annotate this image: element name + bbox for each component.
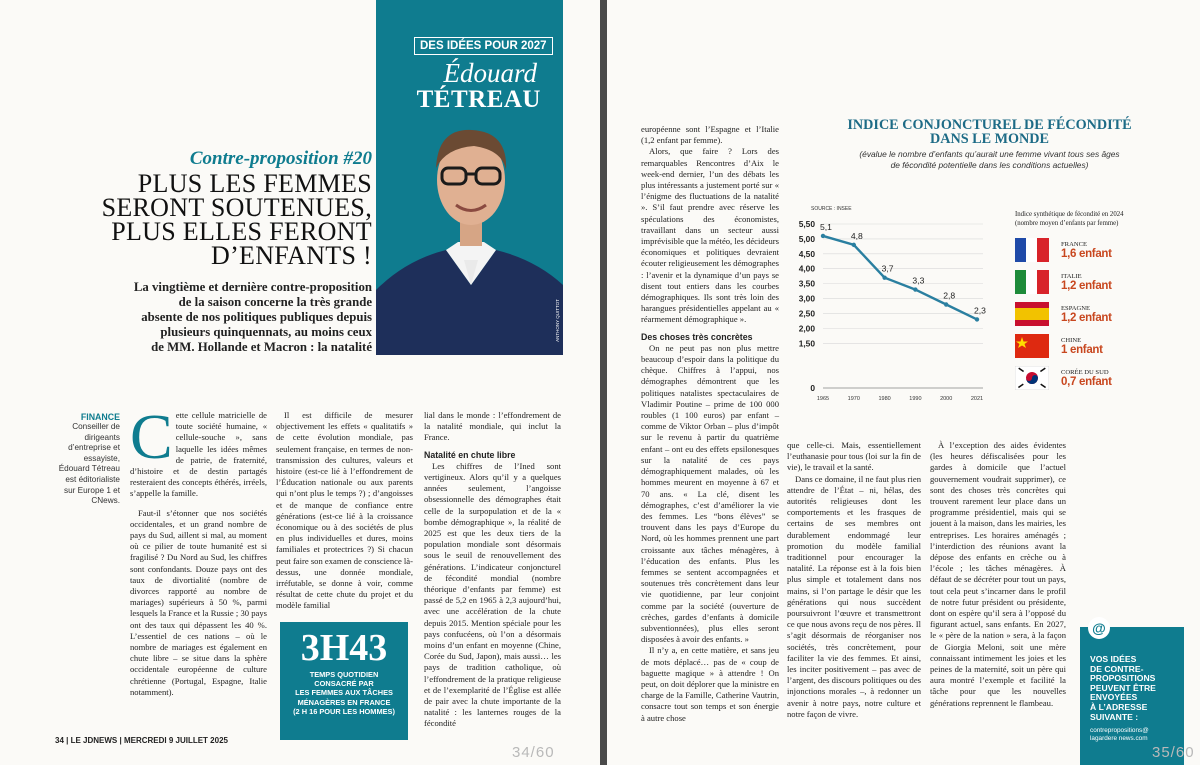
y-tick-label: 0 xyxy=(810,383,815,393)
y-tick-label: 2,50 xyxy=(798,308,815,319)
article-paragraph: Il n’y a, en cette matière, et sans jeu de mots déplacé… pas de « coup de baguette magique » à attendre ! On peut, on doit déplorer que la ministre en charge de la Famille, Catherine Vautrin, consacre tout son temps et son énergie à autre chose xyxy=(641,645,779,723)
country-row xyxy=(1015,234,1193,266)
x-tick-label: 1970 xyxy=(847,396,860,402)
author-first-name: Édouard xyxy=(443,58,537,88)
contact-line: VOS IDÉES xyxy=(1090,654,1137,664)
stat-caption-line: TEMPS QUOTIDIEN xyxy=(309,670,379,679)
spain-flag-icon xyxy=(1015,302,1049,326)
article-column-1 xyxy=(641,124,779,724)
stat-caption-line: (2 H 16 POUR LES HOMMES) xyxy=(293,706,395,716)
x-tick-label: 1990 xyxy=(909,396,922,402)
article-paragraph: européenne sont l’Espagne et l’Italie (1,2 enfant par femme). xyxy=(641,124,779,146)
x-tick-label: 2021 xyxy=(970,396,984,402)
article-column-1 xyxy=(130,401,267,698)
country-name: CHINE xyxy=(1061,336,1082,344)
data-label: 2,8 xyxy=(943,290,956,301)
page-counter: 35/60 xyxy=(1152,744,1195,761)
stat-caption-line: LES FEMMES AUX TÂCHES xyxy=(295,688,393,698)
country-value: 1,2 enfant xyxy=(1061,279,1112,292)
headline-line: SERONT SOUTENUES, xyxy=(101,193,372,222)
article-column-3 xyxy=(930,440,1066,709)
contact-line: DE CONTRE- xyxy=(1090,663,1144,674)
italy-flag-icon xyxy=(1015,270,1049,294)
contact-email-line: lagardere news.com xyxy=(1090,735,1148,742)
chart-title-line: INDICE CONJONCTUREL DE FÉCONDITÉ xyxy=(847,117,1132,133)
legend-title xyxy=(1015,210,1193,228)
legend-title-line: Indice synthétique de fécondité en 2024 xyxy=(1015,211,1124,218)
stat-caption-line: MÉNAGÈRES EN FRANCE xyxy=(297,697,391,707)
author-banner xyxy=(376,0,563,355)
data-label: 3,3 xyxy=(912,275,925,286)
contact-line: À L’ADRESSE xyxy=(1090,701,1148,712)
country-value: 0,7 enfant xyxy=(1061,375,1112,388)
country-row xyxy=(1015,266,1193,298)
data-point xyxy=(975,317,979,321)
france-flag-icon xyxy=(1015,238,1049,262)
contact-line: SUIVANTE : xyxy=(1090,711,1139,722)
series-line xyxy=(823,236,977,319)
chart-legend xyxy=(1015,210,1193,394)
article-paragraph: que celle-ci. Mais, essentiellement l’euthanasie pour tous (loi sur la fin de vie), le travail et la santé. xyxy=(787,440,921,473)
country-row xyxy=(1015,362,1193,394)
kicker: Contre-proposition #20 xyxy=(189,148,372,169)
data-label: 5,1 xyxy=(820,221,832,232)
chart-subtitle-line: de fécondité potentielle dans les conditions actuelles) xyxy=(890,160,1089,170)
y-tick-label: 3,00 xyxy=(798,293,815,304)
article-paragraph: Faut-il s’étonner que nos sociétés occidentales, et un grand nombre de pays du Sud, aillent si mal, au moment où ce pilier de toute humanité est si fragilisé ? Du Nord au Sud, les chiffres sont confondants. Douze pays ont des taux de divortialité (nombre de divorces rapporté au nombre de mariages) supérieurs à 50 %, parmi lesquels la France et la Russie ; 30 pays ont des taux qui dépassent les 40 %. L’essentiel de ces nations – où le nombre de mariages est également en chute libre – se situe dans la sphère occidentale européenne de culture chrétienne (Portugal, Espagne, Italie notamment). xyxy=(130,507,267,697)
page-footer: 34 | LE JDNEWS | MERCREDI 9 JUILLET 2025 xyxy=(55,736,228,745)
data-point xyxy=(944,302,948,306)
article-paragraph: Alors, que faire ? Lors des remarquables Rencontres d’Aix le week-end dernier, l’un des débats les plus intéressants a justement porté sur « l’énigme des fluctuations de la natalité ». S’il faut prendre avec réserve les spéculations des économistes, travaillant dans un secteur aussi imprévisible que la météo, les décideurs économiques et politiques devraient écouter religieusement les démographes : l’avenir et la dynamique d’un pays se disent tout entiers dans les courbes démographiques. Ils sont très loin des harangues présidentielles appelant au « réarmement démographique ». xyxy=(641,146,779,325)
y-tick-label: 5,00 xyxy=(798,233,815,244)
page-counter: 34/60 xyxy=(512,744,555,761)
article-paragraph: Les chiffres de l’Ined sont vertigineux. Alors qu’il y a quelques années seulement, l’angoisse obsessionnelle des démographes était celle de la surpopulation et de la « bombe démographique », la réalité de 2025 est que les deux tiers de la population mondiale sont désormais sous le seuil de renouvellement des générations. L’indicateur conjoncturel de fécondité mondial (nombre théorique d’enfants par femme) est passé de 5,2 en 1965 à 2,3 aujourd’hui, avec une accélération de la chute depuis 2015. Mention spéciale pour les pays confucéens, où l’on a désormais moins d’un enfant en moyenne (Chine, Corée du Sud, Japon), mais aussi… les pays de tradition catholique, où l’effondrement de la pratique religieuse et de l’exemplarité de l’Église est allée de pair avec la chute importante de la natalité : les lanternes rouges de la fécondité xyxy=(424,460,561,729)
article-column-2 xyxy=(787,440,921,720)
data-point xyxy=(913,287,917,291)
article-paragraph: lial dans le monde : l’effondrement de la natalité mondiale, qui inclut la France. xyxy=(424,410,561,443)
article-paragraph: On ne peut pas non plus mettre beaucoup d’espoir dans la politique du chèque. Chiffres à l’appui, nos démographes démontrent que les politiques natalistes spectaculaires de Vladimir Poutine – prime de 100 000 roubles (1 100 euros) par enfant – comme de Viktor Orban – plus d’impôt sur le revenu à partir du quatrième enfant – ont eu des effets epsilonesques sur la natalité de ces pays démographiquement malades, où les hommes meurent en moyenne à 67 et 70 ans. « La clé, disent les démographes, c’est d’améliorer la vie des femmes. Les “bons élèves” se trouvent dans les pays d’Europe du Nord, où les hommes prennent une part croissante aux tâches ménagères, à l’éducation des enfants. Plus les femmes se sentent accompagnées et soutenues très concrètement dans leur vie quotidienne, par leur conjoint comme par la société (ouverture de crèches, gardes d’enfants à domicile subventionnées), plus elles seront disposées à avoir des enfants. » xyxy=(641,342,779,645)
country-name: ITALIE xyxy=(1061,272,1082,280)
stat-value: 3H43 xyxy=(300,627,388,669)
country-value: 1 enfant xyxy=(1061,343,1103,356)
contact-email[interactable] xyxy=(1090,727,1149,743)
series-label: DES IDÉES POUR 2027 xyxy=(414,37,553,55)
contact-line: ENVOYÉES xyxy=(1090,692,1138,703)
stat-box xyxy=(280,622,408,740)
lede-line: de MM. Hollande et Macron : la natalité xyxy=(151,340,372,354)
data-point xyxy=(852,243,856,247)
dropcap: C xyxy=(130,401,173,472)
author-last-name: TÉTREAU xyxy=(416,86,541,113)
headline-line: D’ENFANTS ! xyxy=(211,241,372,270)
article-column-2 xyxy=(276,410,413,612)
chart-plot xyxy=(787,198,1017,413)
country-value: 1,6 enfant xyxy=(1061,247,1112,260)
x-tick-label: 1965 xyxy=(816,396,830,402)
x-tick-label: 2000 xyxy=(940,396,953,402)
lede-line: de la saison concerne la très grande xyxy=(178,295,372,309)
country-name: ESPAGNE xyxy=(1061,304,1091,312)
y-tick-label: 2,00 xyxy=(798,323,815,334)
bio-text: Conseiller de dirigeants d’entreprise et essayiste, Édouard Tétreau est éditorialiste sur Europe 1 et CNews. xyxy=(58,422,120,506)
lede-line: plusieurs quinquennats, au moins ceux xyxy=(160,325,372,339)
author-portrait xyxy=(376,110,563,355)
data-label: 2,3 xyxy=(974,305,986,316)
lede-line: La vingtième et dernière contre-proposition xyxy=(133,280,372,294)
subhead: Natalité en chute libre xyxy=(424,449,516,460)
y-tick-label: 4,50 xyxy=(798,248,815,259)
data-label: 4,8 xyxy=(850,230,863,241)
y-tick-label: 4,00 xyxy=(798,263,815,274)
y-tick-label: 5,50 xyxy=(798,219,815,229)
country-name: CORÉE DU SUD xyxy=(1061,368,1109,376)
legend-title-line: (nombre moyen d’enfants par femme) xyxy=(1015,220,1119,227)
article-paragraph: À l’exception des aides évidentes (les heures défiscalisées pour les gardes à domicile que l’actuel gouvernement voudrait supprimer), ce sont des choses très concrètes qui trouvent rarement leur place dans un programme présidentiel, mais qui se jouent à la maison, dans les mairies, les entreprises. Les horaires aménagés ; l’interdiction des réunions avant la dépose des enfants en crèche ou à l’école ; les tâches ménagères. À défaut de se décréter pour tout un pays, tout cela peut s’incarner dans le profil de notre futur président ou présidente, dont on espère qu’il sera à l’opposé du figurant actuel, sans enfants. En 2027, le « père de la nation » sera, à la façon de Giorgia Meloni, soit une mère connaissant intimement les joies et les peines de la maternité, soit un père qui aura montré l’exemple et facilité la tâche pour que les nouvelles générations reprennent le flambeau. xyxy=(930,440,1066,708)
right-page xyxy=(607,0,1200,765)
article-paragraph: ette cellule matricielle de toute société humaine, « cellule-souche », sans laquelle les idées mêmes de patrie, de fraternité, d’histoire et de destin partagés resteraient des concepts éthérés, irréels, s’appelle la famille. xyxy=(130,410,267,499)
data-label: 3,7 xyxy=(881,263,894,274)
data-point xyxy=(821,234,825,238)
fertility-chart xyxy=(787,118,1192,418)
contact-email-line: contrepropositions@ xyxy=(1090,727,1149,734)
headline xyxy=(101,169,372,270)
y-tick-label: 3,50 xyxy=(798,278,815,289)
stat-caption-line: CONSACRÉ PAR xyxy=(314,679,374,689)
south-korea-flag-icon xyxy=(1015,366,1049,390)
article-paragraph: Dans ce domaine, il ne faut plus rien attendre de l’État – ni, hélas, des autorités religieuses dont les comportements et les frasques de certains de ses membres ont durablement endommagé leur promotion du modèle familial traditionnel pour encourager la natalité. La réponse est à la fois bien plus simple et totalement dans nos mains, si l’on partage le désir que les générations qui nous succèdent poursuivront l’œuvre et transmettront ce que nous avons reçu de nos pères. Il s’agit désormais de réorganiser nos sociétés, très concrètement, pour faciliter la vie des femmes. Et ainsi, les inciter positivement – pas avec de l’argent, des discours politiques ou des injonctions morales –, à redonner un avenir à notre pays, notre culture et notre façon de vivre. xyxy=(787,473,922,719)
lede xyxy=(134,280,372,355)
china-flag-icon xyxy=(1015,334,1049,358)
bio-label: FINANCE xyxy=(80,412,120,422)
chart-title-line: DANS LE MONDE xyxy=(929,131,1050,147)
country-row xyxy=(1015,298,1193,330)
contact-line: PROPOSITIONS xyxy=(1090,673,1156,684)
photo-credit: ANTHONY QUITTOT xyxy=(555,299,561,342)
author-bio xyxy=(54,412,120,507)
article-paragraph: Il est difficile de mesurer objectivement les effets « qualitatifs » de cette évolution mondiale, pas seulement française, en termes de non-transmission des cultures, valeurs et histoire (est-ce lié à l’effondrement de l’Éducation nationale ou aux parents qui n’ont plus le temps ?) ; d’angoisses et de manque de confiance entre générations (est-ce lié à la croissance économique ou à des sociétés de plus en plus individuelles et dures, moins familiales et protectrices ?) Si chacun peut faire son examen de conscience là-dessus, une donnée mondiale, irréfutable, se donne à voir, comme résultat de cette chute du projet et du modèle familial xyxy=(276,410,413,611)
article-column-3 xyxy=(424,410,561,730)
country-name: FRANCE xyxy=(1061,240,1088,248)
country-row xyxy=(1015,330,1193,362)
chart-source: SOURCE : INSEE xyxy=(811,206,852,212)
country-value: 1,2 enfant xyxy=(1061,311,1112,324)
y-tick-label: 1,50 xyxy=(798,338,815,349)
x-tick-label: 1980 xyxy=(878,396,891,402)
headline-line: PLUS ELLES FERONT xyxy=(111,217,372,246)
chart-title xyxy=(787,118,1192,146)
subhead: Des choses très concrètes xyxy=(641,331,753,342)
chart-subtitle xyxy=(787,149,1192,171)
email-icon: @ xyxy=(1088,617,1110,639)
data-point xyxy=(882,275,886,279)
contact-line: PEUVENT ÊTRE xyxy=(1090,682,1156,693)
headline-line: PLUS LES FEMMES xyxy=(137,169,372,198)
chart-subtitle-line: (évalue le nombre d’enfants qu’aurait une femme vivant tous ses âges xyxy=(859,149,1120,159)
lede-line: absente de nos politiques publiques depuis xyxy=(141,310,372,324)
